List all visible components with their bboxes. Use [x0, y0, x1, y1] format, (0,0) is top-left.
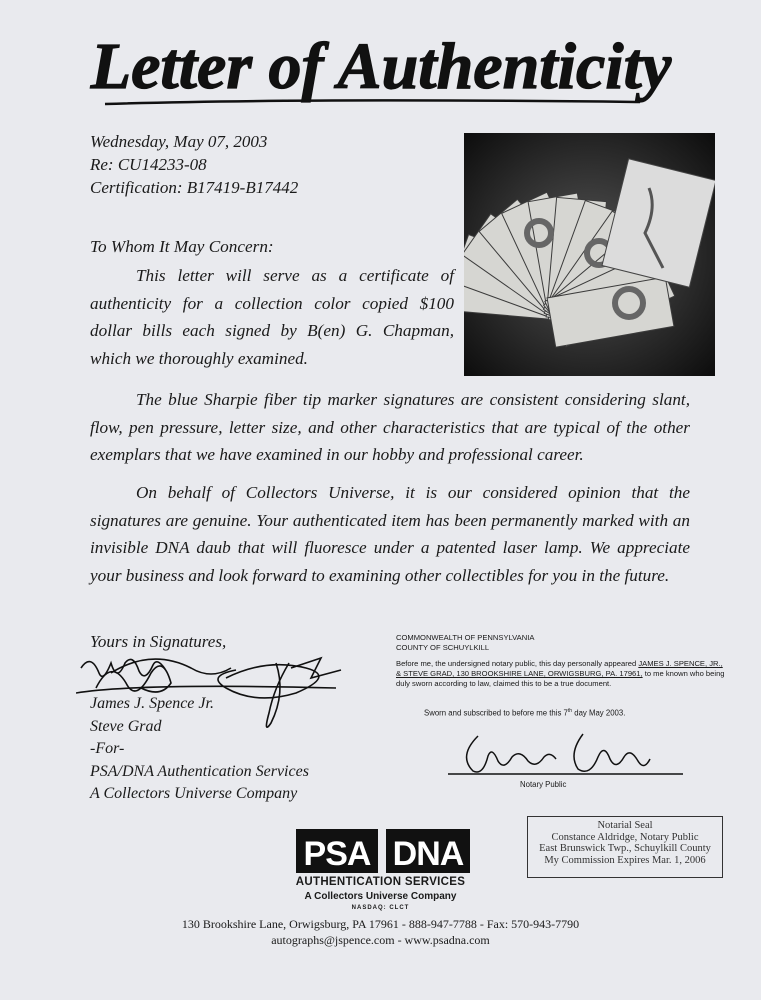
notary-state: COMMONWEALTH OF PENNSYLVANIA	[396, 633, 535, 642]
item-photo	[464, 133, 715, 376]
nasdaq-ticker: NASDAQ: CLCT	[351, 905, 410, 911]
paragraph-3-text: On behalf of Collectors Universe, it is our considered opinion that the signatures are genuine. Your authenticated item has been permanently marked with an invisible DNA daub that will fluoresce under a patented laser lamp. We appreciate your business and look forward to examining other collectibles for you in the future.	[90, 483, 690, 585]
certification-number: Certification: B17419-B17442	[90, 178, 299, 197]
signer-name: Steve Grad	[90, 717, 162, 735]
signed-bills-image	[464, 133, 715, 376]
salutation: To Whom It May Concern:	[90, 237, 274, 256]
paragraph-1-text: This letter will serve as a certificate of authenticity for a collection color copied $100 dollar bills each signed by B(en) G. Chapman, which we thoroughly examined.	[90, 266, 454, 368]
paragraph-2	[90, 386, 690, 469]
sworn-suffix: day May 2003.	[572, 708, 626, 718]
letter-date: Wednesday, May 07, 2003	[90, 132, 268, 151]
signer-company: A Collectors Universe Company	[90, 785, 298, 802]
notary-county: COUNTY OF SCHUYLKILL	[396, 643, 490, 652]
notary-statement	[396, 659, 726, 689]
notary-text-before: Before me, the undersigned notary public, this day personally appeared	[396, 659, 637, 668]
seal-line: Constance Aldridge, Notary Public	[551, 831, 699, 843]
signer-for: -For-	[90, 740, 125, 757]
notary-block	[396, 633, 726, 689]
signer-name: James J. Spence Jr.	[90, 695, 214, 712]
closing: Yours in Signatures,	[90, 632, 227, 651]
signer-organization: PSA/DNA Authentication Services	[90, 762, 309, 780]
psa-dna-logo	[294, 827, 472, 877]
notary-appeared: JAMES J. SPENCE, JR., & STEVE GRAD, 130 BROOKSHIRE LANE, ORWIGSBURG, PA. 17961,	[396, 659, 723, 678]
title-text: Letter of Authenticity	[90, 30, 672, 103]
authentication-services: AUTHENTICATION SERVICES	[295, 876, 466, 888]
logo-right: DNA	[392, 835, 464, 873]
notary-public-label: Notary Public	[520, 780, 567, 789]
seal-line: East Brunswick Twp., Schuylkill County	[539, 843, 711, 854]
sworn-sup: th	[567, 708, 573, 714]
header-block	[90, 130, 298, 199]
seal-line: Notarial Seal	[597, 820, 653, 831]
sworn-prefix: Sworn and subscribed to before me this 7	[424, 708, 568, 718]
notary-text-after: to me known who being duly sworn according to law, claimed this to be a true document.	[396, 669, 725, 688]
paragraph-2-text: The blue Sharpie fiber tip marker signatures are consistent considering slant, flow, pen pressure, letter size, and other characteristics that are typical of the other exemplars that we have examined in our hobby and professional career.	[90, 390, 690, 464]
paragraph-3	[90, 479, 690, 589]
notary-signature	[448, 726, 688, 781]
footer-web: autographs@jspence.com - www.psadna.com	[271, 933, 490, 947]
letter-title	[0, 18, 761, 118]
seal-line: My Commission Expires Mar. 1, 2006	[544, 854, 706, 866]
collectors-universe-company: A Collectors Universe Company	[304, 891, 457, 902]
footer-address: 130 Brookshire Lane, Orwigsburg, PA 17961 - 888-947-7788 - Fax: 570-943-7790	[181, 917, 580, 931]
sworn-line	[424, 708, 625, 718]
notarial-seal	[527, 816, 723, 878]
signers-block	[90, 693, 309, 806]
reference-number: Re: CU14233-08	[90, 155, 207, 174]
logo-left: PSA	[303, 835, 371, 873]
paragraph-1	[90, 262, 454, 372]
